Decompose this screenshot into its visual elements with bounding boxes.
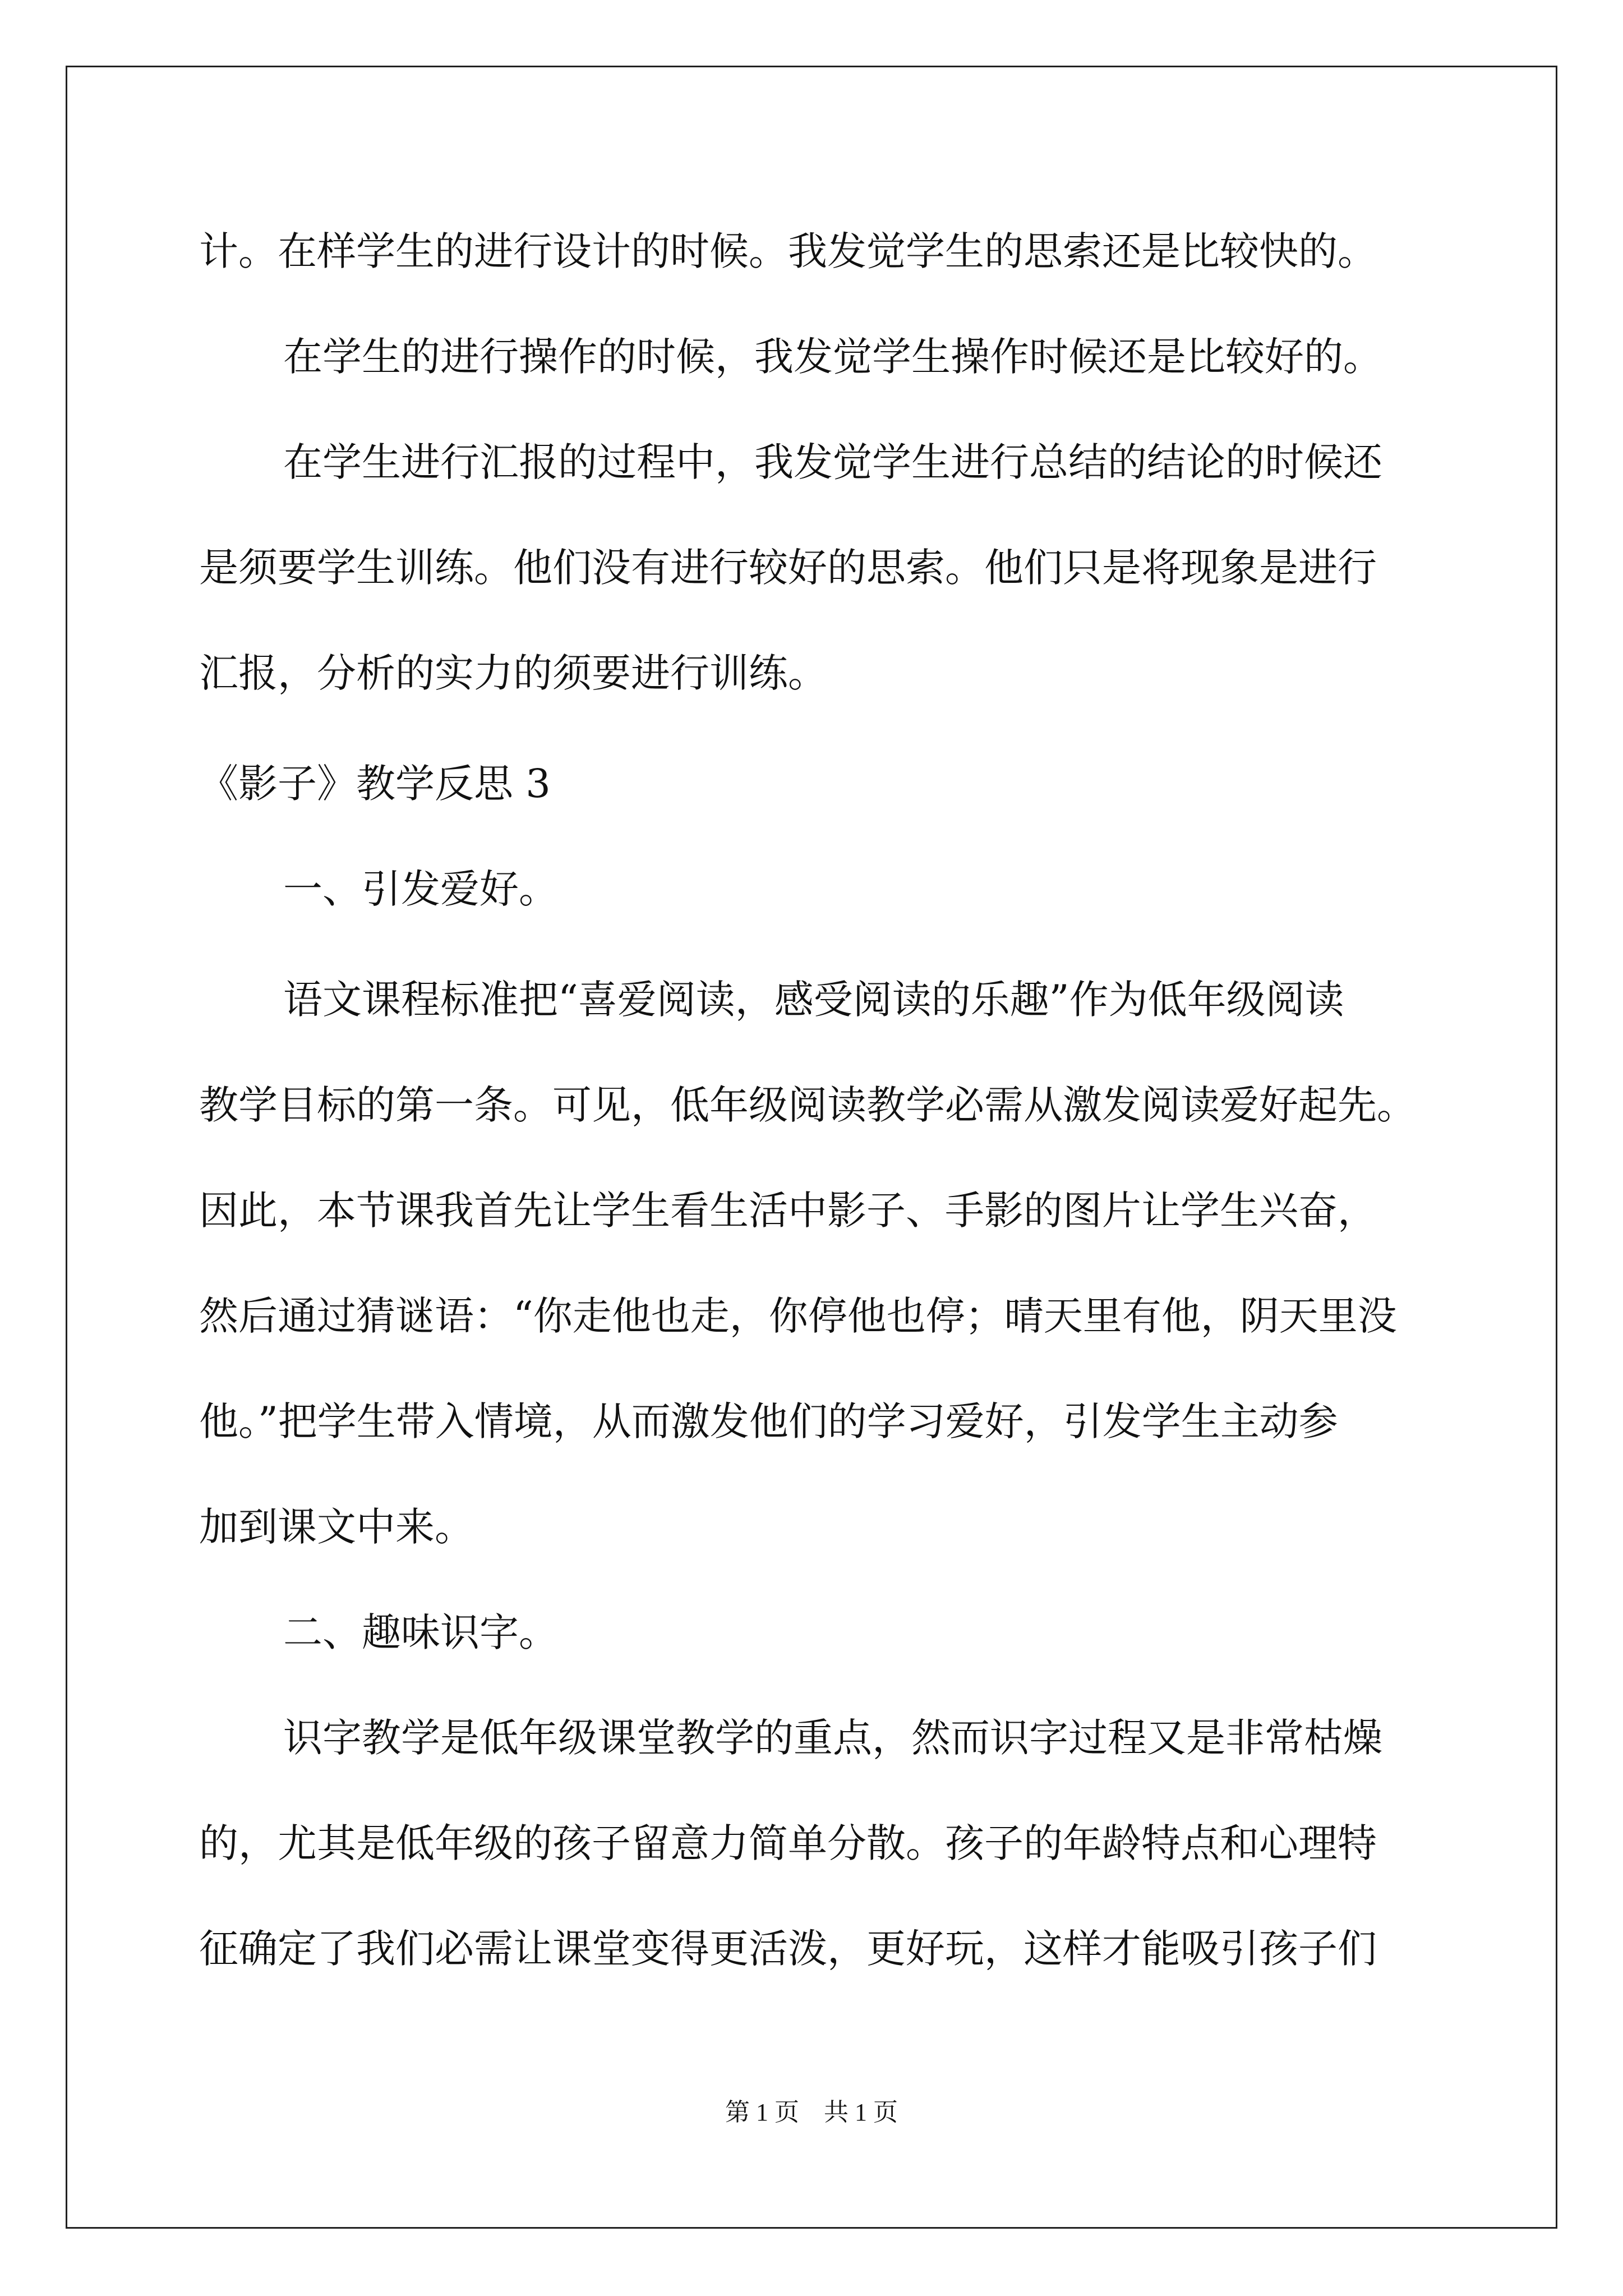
section-heading: 《影子》教学反思 3 <box>199 761 551 807</box>
text-line: 因此，本节课我首先让学生看生活中影子、手影的图片让学生兴奋， <box>199 1188 1377 1234</box>
subheading: 一、引发爱好。 <box>283 866 558 912</box>
page-footer: 第 1 页 共 1 页 <box>725 2099 898 2126</box>
subheading: 二、趣味识字。 <box>283 1609 558 1655</box>
text-line: 计。在样学生的进行设计的时候。我发觉学生的思索还是比较快的。 <box>199 228 1377 274</box>
text-line: 然后通过猜谜语：“你走他也走，你停他也停；晴天里有他，阴天里没 <box>199 1293 1397 1339</box>
text-line: 加到课文中来。 <box>199 1504 474 1550</box>
text-line: 征确定了我们必需让课堂变得更活泼，更好玩，这样才能吸引孩子们 <box>199 1926 1377 1972</box>
text-line: 是须要学生训练。他们没有进行较好的思索。他们只是将现象是进行 <box>199 545 1377 591</box>
text-line: 语文课程标准把“喜爱阅读，感受阅读的乐趣”作为低年级阅读 <box>283 977 1344 1023</box>
text-line: 的，尤其是低年级的孩子留意力简单分散。孩子的年龄特点和心理特 <box>199 1820 1377 1866</box>
text-line: 在学生进行汇报的过程中，我发觉学生进行总结的结论的时候还 <box>283 439 1382 485</box>
text-line: 汇报，分析的实力的须要进行训练。 <box>199 650 827 696</box>
text-line: 在学生的进行操作的时候，我发觉学生操作时候还是比较好的。 <box>283 334 1382 380</box>
page-border <box>66 66 1557 2229</box>
text-line: 识字教学是低年级课堂教学的重点，然而识字过程又是非常枯燥 <box>283 1715 1382 1761</box>
text-line: 教学目标的第一条。可见，低年级阅读教学必需从激发阅读爱好起先。 <box>199 1082 1416 1128</box>
text-line: 他。”把学生带入情境，从而激发他们的学习爱好，引发学生主动参 <box>199 1398 1338 1444</box>
